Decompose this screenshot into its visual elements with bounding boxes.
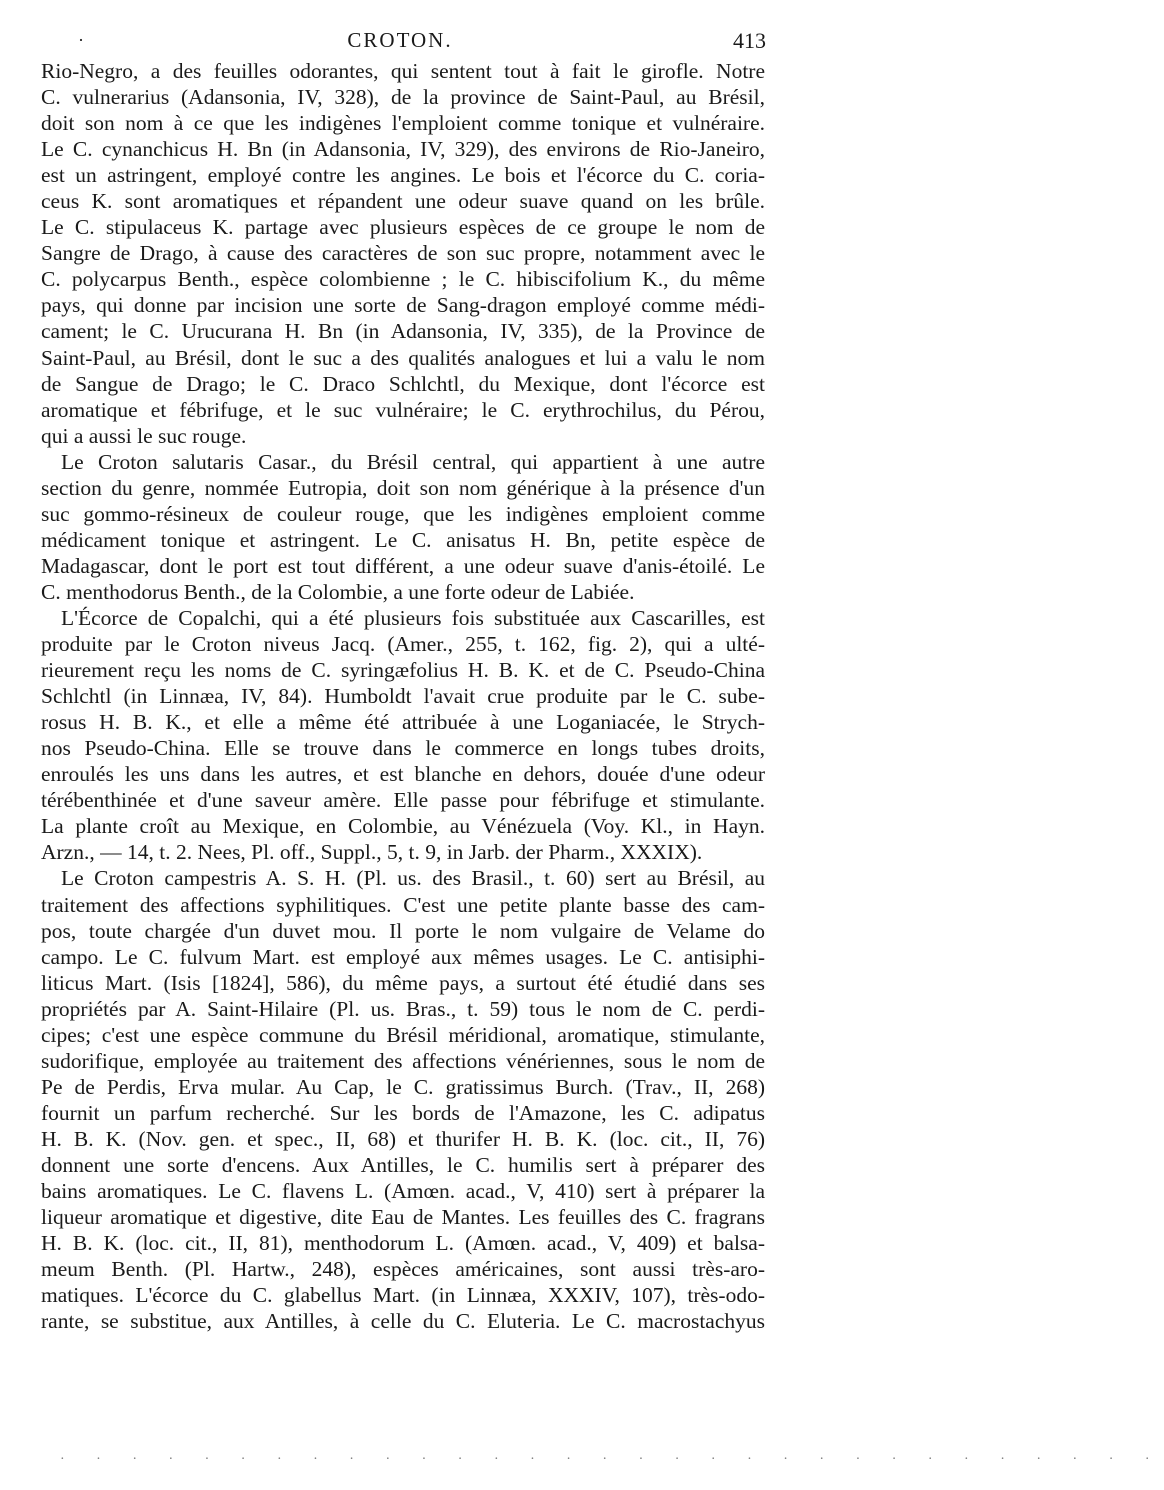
text-line: propriétés par A. Saint-Hilaire (Pl. us. Bras., t. 59) tous le nom de C. perdi-: [41, 996, 765, 1021]
text-line: section du genre, nommée Eutropia, doit son nom générique à la présence d'un: [41, 475, 765, 500]
text-line: qui a aussi le suc rouge.: [41, 423, 247, 448]
header-marker: ·: [78, 30, 84, 50]
page-header: [0, 28, 800, 58]
body-text: [41, 58, 765, 1334]
text-line: rosus H. B. K., et elle a même été attribuée à une Loganiacée, le Strych-: [41, 710, 765, 735]
text-line: liticus Mart. (Isis [1824], 586), du même pays, a surtout été étudié dans ses: [41, 970, 765, 995]
text-line: Le C. cynanchicus H. Bn (in Adansonia, IV, 329), des environs de Rio-Janeiro,: [41, 137, 765, 162]
text-line: Pe de Perdis, Erva mular. Au Cap, le C. gratissimus Burch. (Trav., II, 268): [41, 1074, 765, 1099]
text-line: bains aromatiques. Le C. flavens L. (Amœn. acad., V, 410) sert à préparer la: [41, 1179, 765, 1204]
text-line: térébenthinée et d'une saveur amère. Elle passe pour fébrifuge et stimulante.: [41, 788, 765, 813]
text-line: C. menthodorus Benth., de la Colombie, a une forte odeur de Labiée.: [41, 579, 635, 604]
text-line: H. B. K. (loc. cit., II, 81), menthodorum L. (Amœn. acad., V, 409) et balsa-: [41, 1231, 765, 1256]
text-line: cament; le C. Urucurana H. Bn (in Adansonia, IV, 335), de la Province de: [41, 319, 765, 344]
text-line: nos Pseudo-China. Elle se trouve dans le commerce en longs tubes droits,: [41, 736, 765, 761]
text-line: La plante croît au Mexique, en Colombie, au Vénézuela (Voy. Kl., in Hayn.: [41, 814, 765, 839]
running-title: CROTON.: [347, 28, 453, 52]
text-line: de Sangue de Drago; le C. Draco Schlchtl, du Mexique, dont l'écorce est: [41, 371, 765, 396]
text-line: C. vulnerarius (Adansonia, IV, 328), de la province de Saint-Paul, au Brésil,: [41, 85, 765, 110]
text-line: liqueur aromatique et digestive, dite Eau de Mantes. Les feuilles des C. fragrans: [41, 1205, 765, 1230]
text-line: fournit un parfum recherché. Sur les bords de l'Amazone, les C. adipatus: [41, 1100, 765, 1125]
text-line: Sangre de Drago, à cause des caractères de son suc propre, notamment avec le: [41, 241, 765, 266]
text-line: Saint-Paul, au Brésil, dont le suc a des qualités analogues et lui a valu le nom: [41, 345, 765, 370]
text-line: Arzn., — 14, t. 2. Nees, Pl. off., Suppl., 5, t. 9, in Jarb. der Pharm., XXXIX).: [41, 840, 703, 865]
text-line: produite par le Croton niveus Jacq. (Amer., 255, t. 162, fig. 2), qui a ulté-: [41, 632, 765, 657]
text-line: Madagascar, dont le port est tout différent, a une odeur suave d'anis-étoilé. Le: [41, 553, 765, 578]
footer-rule: · · · · · · · · · · · · · · · · · · · · · · · · · · · · · · ·: [60, 1452, 1164, 1467]
text-line: doit son nom à ce que les indigènes l'emploient comme tonique et vulnéraire.: [41, 111, 765, 136]
text-line: pos, toute chargée d'un duvet mou. Il porte le nom vulgaire de Velame do: [41, 918, 765, 943]
text-line: ceus K. sont aromatiques et répandent une odeur suave quand on les brûle.: [41, 189, 765, 214]
text-line: rante, se substitue, aux Antilles, à celle du C. Eluteria. Le C. macrostachyus: [41, 1309, 765, 1334]
text-line: Le C. stipulaceus K. partage avec plusieurs espèces de ce groupe le nom de: [41, 215, 765, 240]
text-line: suc gommo-résineux de couleur rouge, que les indigènes emploient comme: [41, 501, 765, 526]
text-line: donnent une sorte d'encens. Aux Antilles, le C. humilis sert à préparer des: [41, 1152, 765, 1177]
text-line: rieurement reçu les noms de C. syringæfolius H. B. K. et de C. Pseudo-China: [41, 658, 765, 683]
text-line: Le Croton salutaris Casar., du Brésil central, qui appartient à une autre: [61, 449, 765, 474]
text-line: Rio-Negro, a des feuilles odorantes, qui sentent tout à fait le girofle. Notre: [41, 59, 765, 83]
text-line: C. polycarpus Benth., espèce colombienne ; le C. hibiscifolium K., du même: [41, 267, 765, 292]
text-line: matiques. L'écorce du C. glabellus Mart. (in Linnæa, XXXIV, 107), très-odo-: [41, 1283, 765, 1308]
text-line: enroulés les uns dans les autres, et est blanche en dehors, douée d'une odeur: [41, 762, 765, 787]
text-line: sudorifique, employée au traitement des affections vénériennes, sous le nom de: [41, 1048, 765, 1073]
text-line: campo. Le C. fulvum Mart. est employé aux mêmes usages. Le C. antisiphi-: [41, 944, 765, 969]
text-line: Schlchtl (in Linnæa, IV, 84). Humboldt l'avait crue produite par le C. sube-: [41, 684, 765, 709]
text-line: cipes; c'est une espèce commune du Brésil méridional, aromatique, stimulante,: [41, 1022, 765, 1047]
text-line: Le Croton campestris A. S. H. (Pl. us. des Brasil., t. 60) sert au Brésil, au: [61, 866, 765, 891]
text-line: médicament tonique et astringent. Le C. anisatus H. Bn, petite espèce de: [41, 527, 765, 552]
text-line: traitement des affections syphilitiques. C'est une petite plante basse des cam-: [41, 892, 765, 917]
text-line: est un astringent, employé contre les angines. Le bois et l'écorce du C. coria-: [41, 163, 765, 188]
text-line: meum Benth. (Pl. Hartw., 248), espèces américaines, sont aussi très-aro-: [41, 1257, 765, 1282]
text-line: L'Écorce de Copalchi, qui a été plusieurs fois substituée aux Cascarilles, est: [61, 605, 765, 630]
page-number: 413: [733, 28, 766, 53]
text-line: H. B. K. (Nov. gen. et spec., II, 68) et thurifer H. B. K. (loc. cit., II, 76): [41, 1126, 765, 1151]
text-line: aromatique et fébrifuge, et le suc vulnéraire; le C. erythrochilus, du Pérou,: [41, 397, 765, 422]
text-line: pays, qui donne par incision une sorte de Sang-dragon employé comme médi-: [41, 293, 765, 318]
